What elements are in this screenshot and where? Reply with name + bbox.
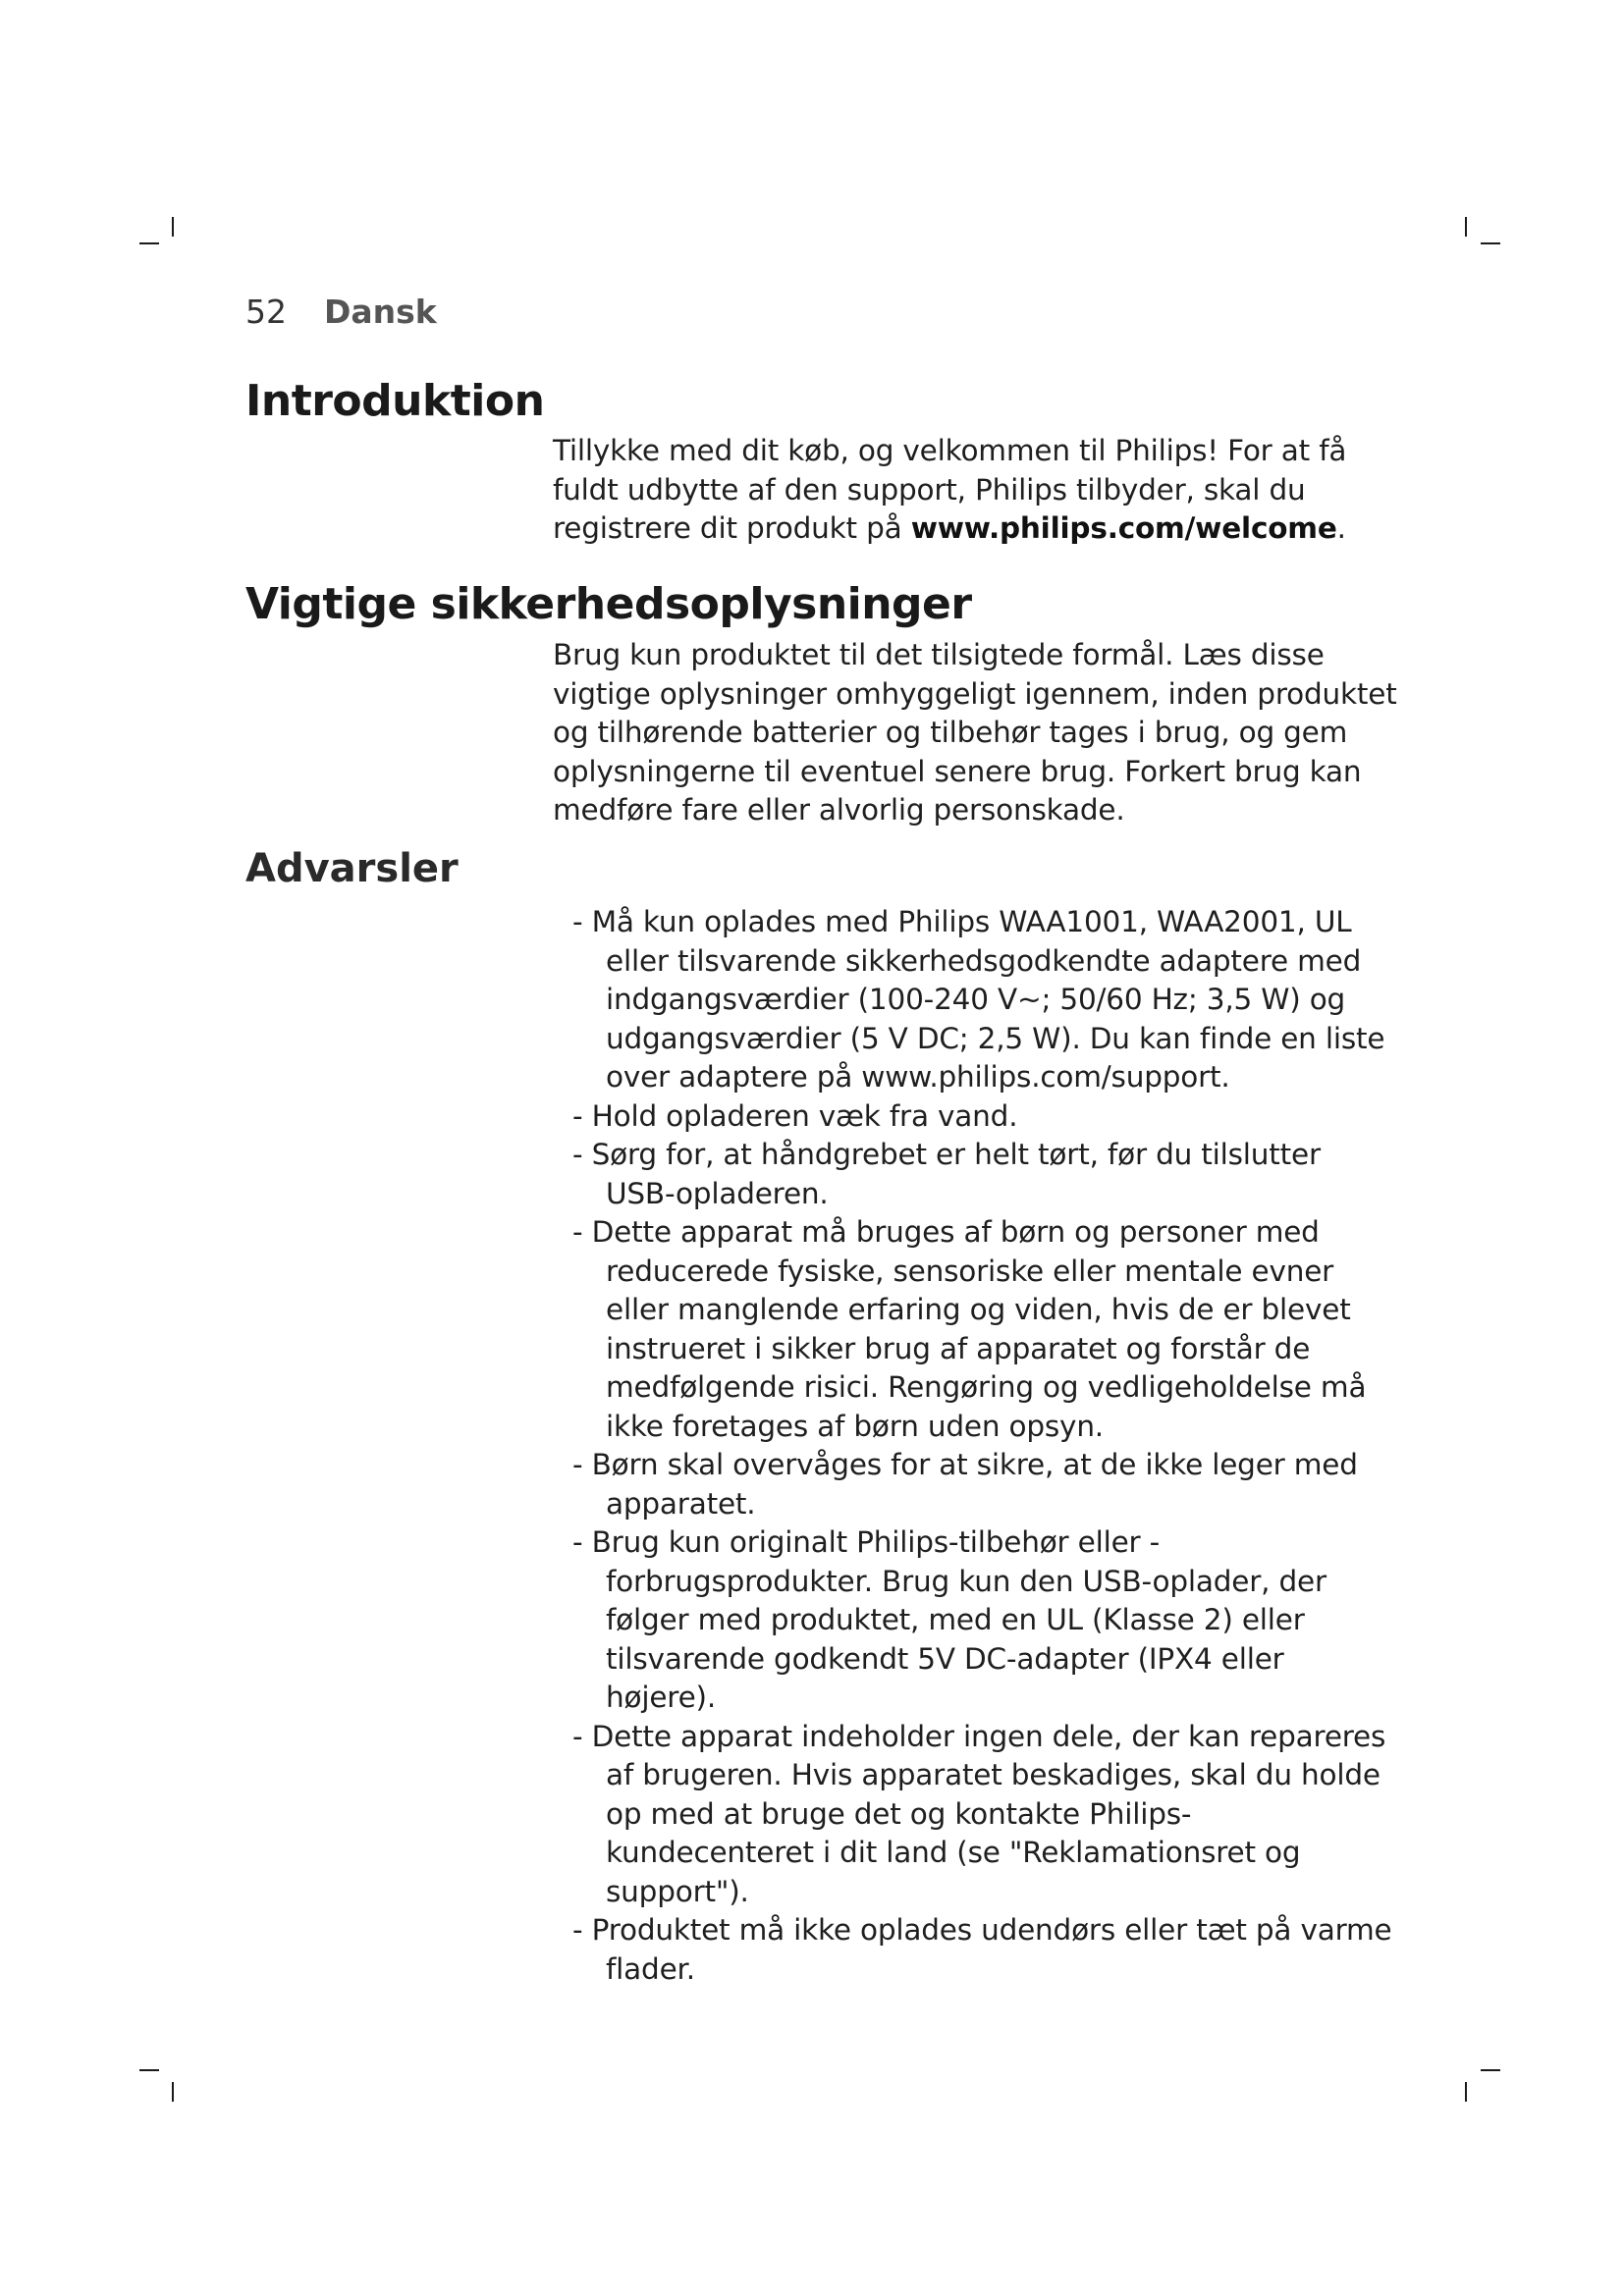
warning-item: - Sørg for, at håndgrebet er helt tørt, før du tilslutter USB-opladeren. — [572, 1138, 1321, 1210]
crop-mark — [1481, 242, 1500, 244]
warning-item: - Produktet må ikke oplades udendørs eller tæt på varme flader. — [572, 1913, 1392, 1986]
crop-mark — [1465, 2082, 1467, 2102]
intro-heading: Introduktion — [245, 376, 545, 426]
safety-heading: Vigtige sikkerhedsoplysninger — [245, 579, 972, 629]
safety-paragraph — [553, 636, 1397, 830]
crop-mark — [1481, 2069, 1500, 2071]
crop-mark — [1465, 217, 1467, 237]
warnings-list — [553, 903, 1397, 1989]
warning-item: - Dette apparat må bruges af børn og personer med reducerede fysiske, sensoriske eller mentale evner eller manglende erfaring og viden, hvis de er blevet instrueret i sikker brug af apparatet og forstår de medfølgende risici. Rengøring og vedligeholdelse må ikke foretages af børn uden opsyn. — [572, 1215, 1367, 1443]
crop-mark — [139, 242, 159, 244]
crop-mark — [172, 217, 174, 237]
warning-item: - Brug kun originalt Philips-tilbehør eller -forbrugsprodukter. Brug kun den USB-oplader, der følger med produktet, med en UL (Klasse 2) eller tilsvarende godkendt 5V DC-adapter (IPX4 eller højere). — [572, 1525, 1326, 1714]
intro-text-end: . — [1336, 511, 1346, 545]
language-label: Dansk — [324, 293, 437, 331]
warnings-heading: Advarsler — [245, 846, 459, 891]
intro-paragraph — [553, 432, 1397, 549]
crop-mark — [139, 2069, 159, 2071]
intro-text: Tillykke med dit køb, og velkommen til Philips! For at få fuldt udbytte af den support, Philips tilbyder, skal du registrere dit produkt på — [553, 434, 1347, 545]
crop-mark — [172, 2082, 174, 2102]
warning-item: - Hold opladeren væk fra vand. — [572, 1098, 1018, 1133]
welcome-link[interactable]: www.philips.com/welcome — [910, 511, 1337, 545]
warning-item: - Må kun oplades med Philips WAA1001, WAA2001, UL eller tilsvarende sikkerhedsgodkendte adaptere med indgangsværdier (100-240 V~; 50/60 Hz; 3,5 W) og udgangsværdier (5 V DC; 2,5 W). Du kan finde en liste over adaptere på www.philips.com/support. — [572, 905, 1385, 1094]
warning-item: - Børn skal overvåges for at sikre, at de ikke leger med apparatet. — [572, 1448, 1358, 1521]
safety-text: Brug kun produktet til det tilsigtede formål. Læs disse vigtige oplysninger omhyggeligt igennem, inden produktet og tilhørende batterier og tilbehør tages i brug, og gem oplysningerne til eventuel senere brug. Forkert brug kan medføre fare eller alvorlig personskade. — [553, 638, 1397, 827]
page-header — [245, 293, 437, 331]
warnings-list-container — [553, 903, 1397, 1989]
warning-item: - Dette apparat indeholder ingen dele, der kan repareres af brugeren. Hvis apparatet beskadiges, skal du holde op med at bruge det og kontakte Philips-kundecenteret i dit land (se "Reklamationsret og support"). — [572, 1719, 1386, 1908]
page-number: 52 — [245, 293, 287, 331]
